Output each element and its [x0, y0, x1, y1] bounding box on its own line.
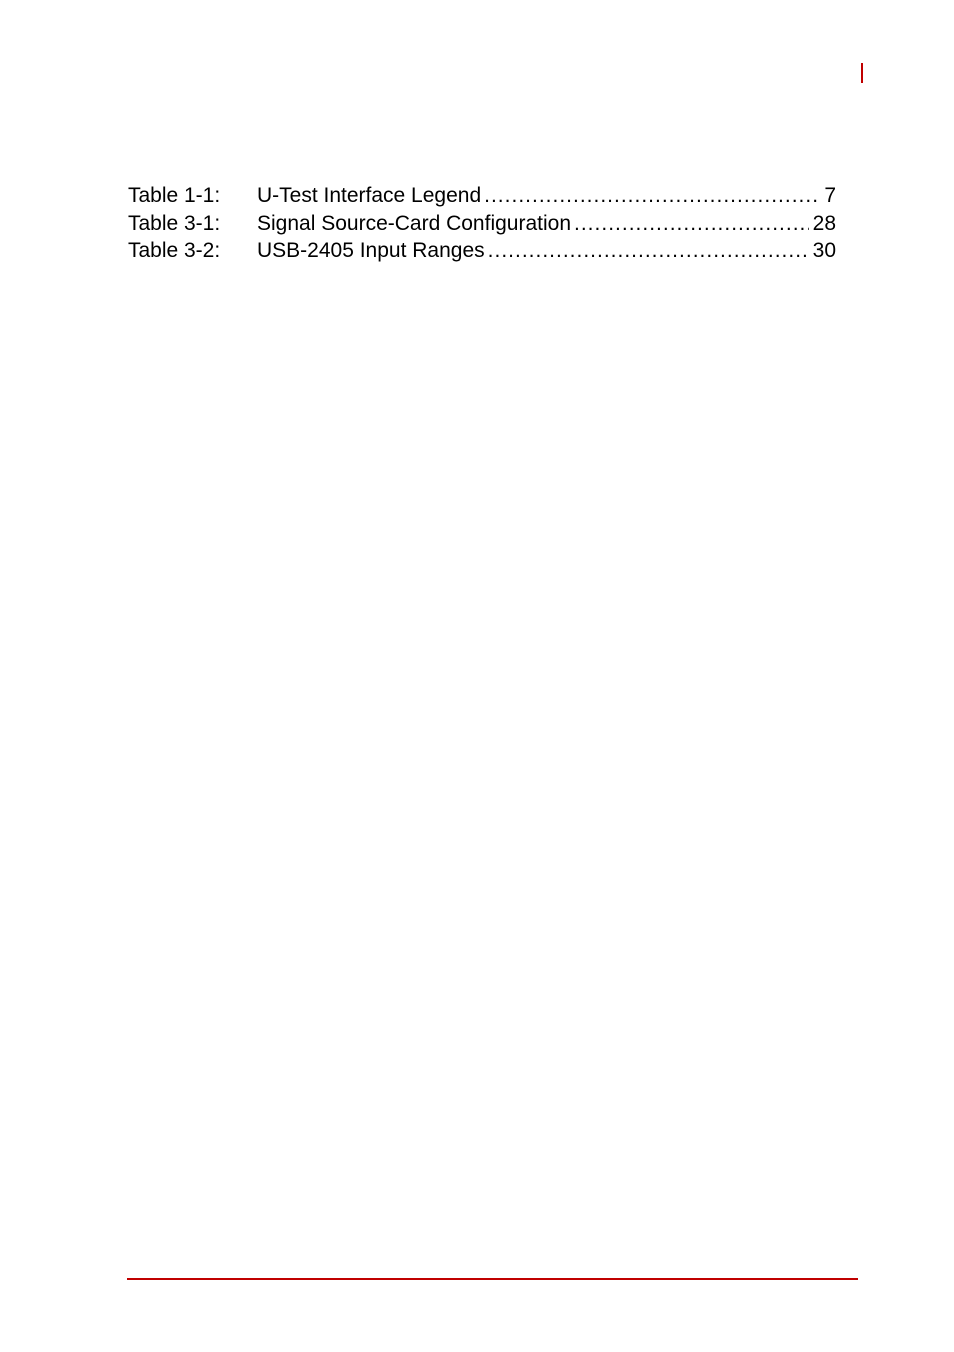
toc-entry-table-3-1[interactable]: [128, 210, 836, 238]
toc-entry-title: U-Test Interface Legend: [257, 184, 482, 207]
toc-entry-page: 28: [812, 211, 836, 235]
toc-entry-number: 1-1:: [184, 184, 221, 207]
toc-entry-title: Signal Source-Card Configuration: [257, 211, 572, 235]
toc-entry-table-3-2[interactable]: [128, 237, 836, 265]
toc-entry-label: [128, 237, 257, 265]
toc-entry-title: USB-2405 Input Ranges: [257, 239, 485, 262]
toc-entry-page: 30: [812, 239, 836, 262]
toc-dot-leader: [484, 182, 820, 210]
toc-dot-leader: [574, 210, 809, 238]
toc-entry-word: Table: [128, 239, 179, 262]
toc-entry-page: 7: [824, 184, 836, 207]
header-accent-mark: [861, 63, 863, 83]
toc-entry-number: 3-1:: [184, 211, 221, 235]
toc-entry-label: [128, 210, 257, 238]
footer-divider: [127, 1278, 858, 1280]
toc-entry-table-1-1[interactable]: [128, 182, 836, 210]
toc-dot-leader: [488, 237, 809, 265]
toc-entry-word: Table: [128, 211, 179, 235]
toc-entry-word: Table: [128, 184, 179, 207]
toc-entry-label: [128, 182, 257, 210]
list-of-tables: [128, 182, 836, 265]
toc-entry-number: 3-2:: [184, 239, 221, 262]
